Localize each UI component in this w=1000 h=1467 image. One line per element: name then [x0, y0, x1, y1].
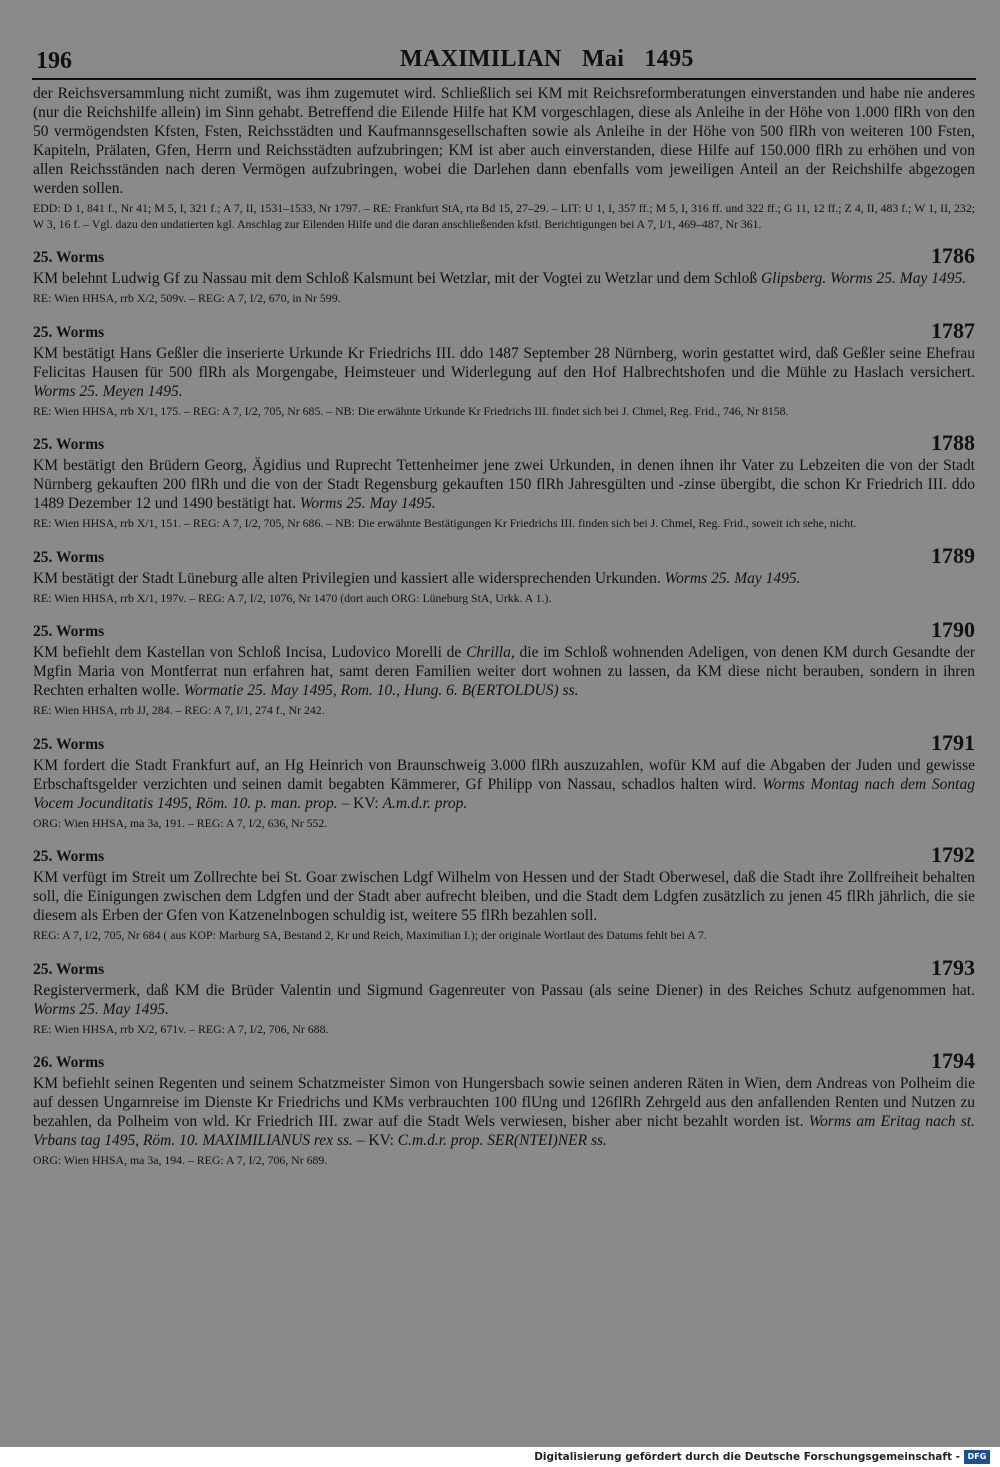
entry-text-continued: die im Schloß wohnenden Adeligen, von denen KM durch Gesandte der Mgfin Maria von Montferrat nun erfahren hat, samt deren Familien weiter dort wohnen zu lassen, da KM diese nicht berauben, sondern in ihren Rechten erhalten wolle. — [33, 644, 975, 699]
page-header — [32, 46, 976, 80]
entry-text — [33, 981, 975, 1019]
digitization-footer — [0, 1447, 1000, 1467]
entry-number: 1788 — [931, 430, 975, 455]
page-number: 196 — [36, 48, 72, 74]
entry-head — [33, 842, 975, 867]
entry-1791 — [33, 729, 975, 832]
entry-note: ORG: Wien HHSA, ma 3a, 191. – REG: A 7, I/2, 636, Nr 552. — [33, 815, 328, 830]
entry-1794 — [33, 1048, 975, 1169]
entry-number: 1789 — [931, 542, 975, 568]
entry-text — [33, 569, 975, 588]
entry-text — [33, 456, 975, 513]
entry-1788 — [33, 430, 975, 532]
entry-date: 25. Worms — [33, 548, 105, 566]
entry-1793 — [33, 954, 975, 1038]
entry-dating: Worms 25. May 1495. — [299, 495, 436, 512]
entry-number: 1794 — [931, 1048, 975, 1073]
entry-text-main: Registervermerk, daß KM die Brüder Valentin und Sigmund Gagenreuter von Passau (als seine Diener) in des Reiches Schutz aufgenommen hat. — [33, 981, 975, 999]
entry-note: RE: Wien HHSA, rrb X/2, 671v. – REG: A 7, I/2, 706, Nr 688. — [33, 1021, 329, 1036]
entry-text-main: KM bestätigt der Stadt Lüneburg alle alten Privilegien und kassiert alle widersprechenden Urkunden. — [33, 569, 665, 587]
entry-number: 1787 — [931, 317, 975, 343]
entry-text — [33, 1074, 975, 1150]
entry-head — [33, 243, 975, 268]
entry-date: 25. Worms — [33, 848, 105, 865]
entry-kv-value: A.m.d.r. prop. — [382, 794, 468, 812]
entry-note: RE: Wien HHSA, rrb JJ, 284. – REG: A 7, I/1, 274 f., Nr 242. — [33, 703, 325, 717]
entry-date: 25. Worms — [33, 623, 105, 640]
entry-note: RE: Wien HHSA, rrb X/1, 197v. – REG: A 7, I/2, 1076, Nr 1470 (dort auch ORG: Lüneburg StA, Urkk. A 1.). — [33, 590, 552, 605]
entry-dating: Worms 25. Meyen 1495. — [33, 382, 183, 400]
entry-text-main: KM fordert die Stadt Frankfurt auf, an Hg Heinrich von Braunschweig 3.000 flRh auszuzahlen, wofür KM auf die Abgaben der Juden und gewisse Erbschaftsgelder verzichten und seinen damit begabten Kämmerer, Gf Philipp von Nassau, schadlos halten wird. — [33, 756, 975, 793]
entry-text: KM verfügt im Streit um Zollrechte bei St. Goar zwischen Ldgf Wilhelm von Hessen und der Stadt Oberwesel, daß die Stadt ihre Zollfreiheit behalten soll, die Einigungen zwischen dem Ldgfen und der Stadt aber aufrecht bleiben, und die Stadt dem Ldgfen zusätzlich zu jenen 45 flRh jährlich, die sie diesem als Erben der Gfen von Katzenelnbogen schuldig ist, weitere 55 flRh bezahlen soll. — [33, 869, 975, 924]
funding-notice: Digitalisierung gefördert durch die Deutsche Forschungsgemeinschaft - — [534, 1451, 960, 1463]
entry-text — [33, 643, 975, 700]
entry-date: 26. Worms — [33, 1054, 105, 1071]
entry-number: 1793 — [931, 954, 975, 980]
entry-head — [33, 617, 975, 642]
entry-dating: Worms 25. May 1495. — [33, 1000, 169, 1018]
entry-dating: Worms 25. May 1495. — [664, 569, 801, 587]
entry-head — [33, 542, 975, 568]
entry-number: 1786 — [931, 243, 975, 268]
entry-note: RE: Wien HHSA, rrb X/1, 151. – REG: A 7, I/2, 705, Nr 686. – NB: Die erwähnte Bestätigungen Kr Friedrichs III. finden sich bei J. Chmel, Reg. Frid., soweit ich sehe, nicht. — [33, 516, 857, 530]
entry-note: RE: Wien HHSA, rrb X/2, 509v. – REG: A 7, I/2, 670, in Nr 599. — [33, 291, 341, 305]
entry-number: 1792 — [931, 842, 975, 867]
entry-head — [33, 729, 975, 755]
entry-number: 1791 — [931, 729, 975, 755]
entry-1786 — [33, 243, 975, 307]
entry-date: 25. Worms — [33, 436, 105, 453]
header-rule — [32, 78, 976, 80]
dfg-logo: DFG — [964, 1450, 990, 1464]
entry-1790 — [33, 617, 975, 719]
entry-date: 25. Worms — [33, 323, 105, 341]
entry-place-name: Chrilla, — [466, 644, 515, 661]
intro-text: der Reichsversammlung nicht zumißt, was ihm zugemutet wird. Schließlich sei KM mit Reichsreformberatungen einverstanden und habe nie anderes (nur die Reichshilfe allein) im Sinn gehabt. Betreffend die Eilende Hilfe hat KM vorgeschlagen, diese als Anleihe in der Höhe von 1.000 flRh von den 50 vermögendsten Kfsten, Fsten, Reichsstädten und Kaufmannsgesellschaften sowie als Anleihe in der Höhe von 500 flRh von weiteren 100 Fsten, Kapiteln, Prälaten, Gfen, Herrn und Reichsstädten aufzubringen; KM ist aber auch einverstanden, diese Hilfe auf 150.000 flRh zu erhöhen und von allen Reichsständen nach deren Vermögen aufzubringen, wobei die Darlehen dann ebenfalls vom jeweiligen Anteil an der Reichshilfe abgezogen werden sollen. — [33, 85, 975, 197]
entry-date: 25. Worms — [33, 249, 105, 266]
entry-note: RE: Wien HHSA, rrb X/1, 175. – REG: A 7, I/2, 705, Nr 685. – NB: Die erwähnte Urkunde Kr Friedrichs III. findet sich bei J. Chmel, Reg. Frid., 746, Nr 8158. — [33, 403, 789, 418]
entry-dating: Worms Montag nach dem Sontag Vocem Jocunditatis 1495, Röm. 10. p. man. prop. — [33, 775, 975, 812]
entry-text-main: KM befiehlt seinen Regenten und seinem Schatzmeister Simon von Hungersbach sowie seinen anderen Räten in Wien, dem Andreas von Polheim die auf dessen Ungarnreise im Dienste Kr Friedrichs und KMs verbrauchten 100 flUng und 126flRh Zehrgeld aus den anfallenden Renten und Nutzen zu bezahlen, da Polheim von wld. Kr Friedrich III. zwar auf die Stadt Wels verwiesen, bisher aber nicht bezahlt worden ist. — [33, 1075, 975, 1130]
entry-dating: Wormatie 25. May 1495, Rom. 10., Hung. 6. B(ERTOLDUS) ss. — [183, 682, 579, 699]
entry-kv-value: C.m.d.r. prop. SER(NTEI)NER ss. — [397, 1132, 607, 1149]
entry-text-main: KM bestätigt Hans Geßler die inserierte Urkunde Kr Friedrichs III. ddo 1487 September 28 Nürnberg, worin gestattet wird, daß Geßler seine Ehefrau Felicitas Hausen für 500 flRh als Morgengabe, Heimsteuer und Widerlegung auf den Hof Halbrechtshofen und die Mühle zu Haslach versichert. — [33, 344, 975, 381]
page-content — [33, 84, 975, 1169]
entry-dating: Glipsberg. Worms 25. May 1495. — [760, 270, 967, 287]
entry-number: 1790 — [931, 617, 975, 642]
entry-1792 — [33, 842, 975, 944]
entry-text-main: KM belehnt Ludwig Gf zu Nassau mit dem Schloß Kalsmunt bei Wetzlar, mit der Vogtei zu Wetzlar und dem Schloß — [33, 270, 761, 287]
entry-date: 25. Worms — [33, 735, 105, 753]
entry-kv-label: – KV: — [352, 1132, 398, 1149]
entry-text-main: KM befiehlt dem Kastellan von Schloß Incisa, Ludovico Morelli de — [33, 644, 467, 661]
entry-head — [33, 1048, 975, 1073]
entry-dating: Worms am Eritag nach st. Vrbans tag 1495, Röm. 10. MAXIMILIANUS rex ss. — [33, 1113, 975, 1149]
entry-text — [33, 269, 975, 288]
entry-note: ORG: Wien HHSA, ma 3a, 194. – REG: A 7, I/2, 706, Nr 689. — [33, 1153, 328, 1167]
entry-kv-label: – KV: — [337, 794, 383, 812]
entry-text-main: KM bestätigt den Brüdern Georg, Ägidius und Ruprecht Tettenheimer jene zwei Urkunden, in denen ihnen ihr Vater zu Lebzeiten die von der Stadt Nürnberg gekauften 200 flRh und die von der Stadt Regensburg gekauften 150 flRh Jahresgülten und -zinse übergibt, die schon Kr Friedrich III. ddo 1489 Dezember 12 und 1490 bestätigt hat. — [33, 457, 975, 512]
entry-1787 — [33, 317, 975, 420]
entry-head — [33, 430, 975, 455]
running-title: MAXIMILIAN Mai 1495 — [400, 46, 694, 72]
entry-head — [33, 954, 975, 980]
entry-text — [33, 756, 975, 813]
entry-date: 25. Worms — [33, 960, 105, 978]
entry-note: REG: A 7, I/2, 705, Nr 684 ( aus KOP: Marburg SA, Bestand 2, Kr und Reich, Maximilian I.); der originale Wortlaut des Datums fehlt bei A 7. — [33, 928, 707, 942]
entry-head — [33, 317, 975, 343]
intro-note: EDD: D 1, 841 f., Nr 41; M 5, I, 321 f.; A 7, II, 1531–1533, Nr 1797. – RE: Frankfurt StA, rta Bd 15, 27–29. – LIT: U 1, I, 357 ff.; M 5, I, 316 ff. und 322 ff.; G 11, 12 ff.; Z 4, II, 483 f.; W 1, II, 232; W 3, 16 f. – Vgl. dazu den undatierten kgl. Anschlag zur Eilenden Hilfe und die daran anschließenden kfstl. Berichtigungen bei A 7, I/1, 469–487, Nr 361. — [33, 201, 975, 231]
entry-text — [33, 344, 975, 401]
entry-1789 — [33, 542, 975, 607]
